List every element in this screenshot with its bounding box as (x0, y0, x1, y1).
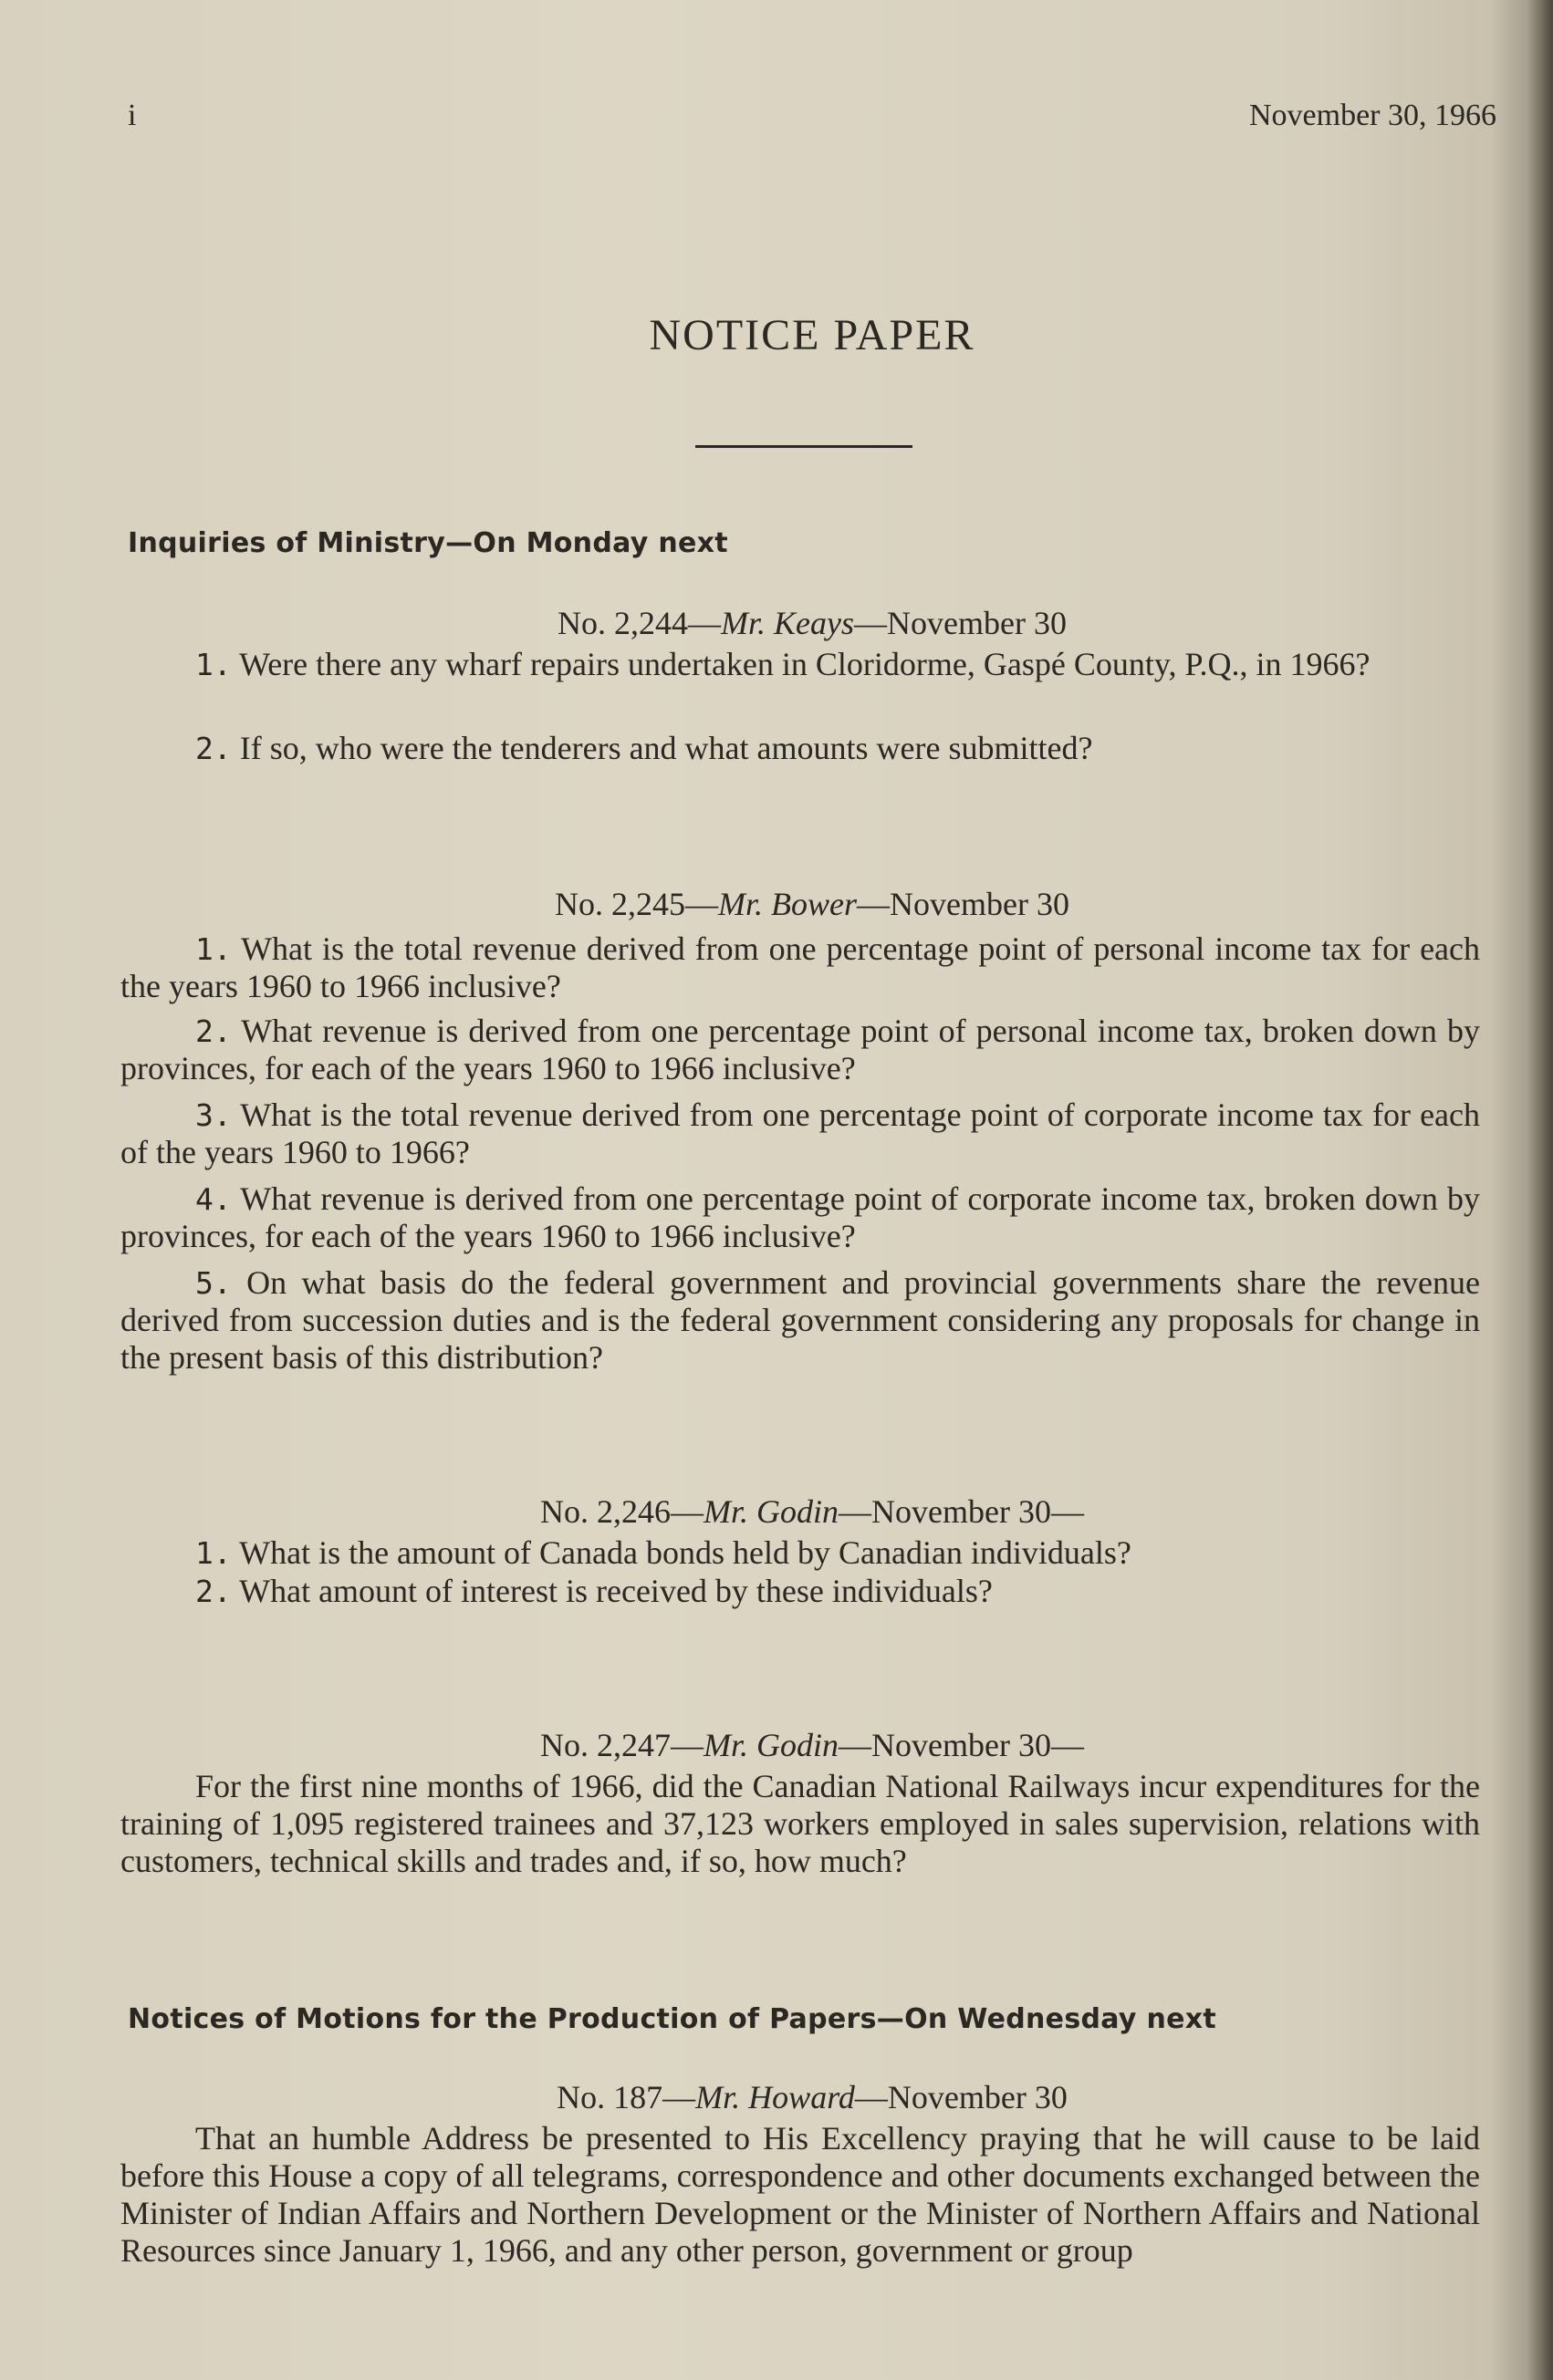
item-number: 2. (195, 731, 232, 766)
question-heading-2246 (0, 1492, 1553, 1531)
question-number: No. 2,246— (540, 1493, 704, 1530)
item-number: 1. (195, 1535, 232, 1571)
question-item (120, 1096, 1480, 1171)
question-member: Mr. Godin (704, 1727, 839, 1763)
question-date: —November 30— (839, 1727, 1084, 1763)
item-text: What amount of interest is received by these individuals? (239, 1573, 993, 1609)
motion-text-187: That an humble Address be presented to His Excellency praying that he will cause to be laid before this House a copy of all telegrams, correspondence and other documents exchanged between the Minister of Indian Affairs and Northern Development or the Minister of Northern Affairs and National Resources since January 1, 1966, and any other person, government or group (120, 2120, 1480, 2269)
page-number: i (128, 99, 137, 132)
question-member: Mr. Godin (704, 1493, 839, 1530)
item-number: 2. (195, 1574, 232, 1609)
motion-number: No. 187— (557, 2079, 696, 2115)
item-text: What revenue is derived from one percentage point of personal income tax, broken down by provinces, for each of the years 1960 to 1966 inclusive? (120, 1013, 1480, 1086)
question-text-2247: For the first nine months of 1966, did the Canadian National Railways incur expenditures for the training of 1,095 registered trainees and 37,123 workers employed in sales supervision, relations with customers, technical skills and trades and, if so, how much? (120, 1768, 1480, 1879)
page-title: NOTICE PAPER (649, 311, 975, 359)
question-heading-2244 (0, 604, 1553, 642)
question-member: Mr. Bower (718, 886, 858, 922)
item-number: 2. (195, 1013, 232, 1049)
section-heading-motions: Notices of Motions for the Production of Papers—On Wednesday next (128, 2003, 1217, 2035)
item-number: 1. (195, 647, 232, 682)
motion-date: —November 30 (854, 2079, 1068, 2115)
item-text: What revenue is derived from one percentage point of corporate income tax, broken down by provinces, for each of the years 1960 to 1966 inclusive? (120, 1180, 1480, 1254)
item-number: 3. (195, 1097, 232, 1133)
section-heading-inquiries: Inquiries of Ministry—On Monday next (128, 527, 728, 559)
item-number: 4. (195, 1181, 232, 1217)
item-text: On what basis do the federal government and provincial governments share the revenue derived from succession duties and is the federal government considering any proposals for change in the present basis of this distribution? (120, 1264, 1480, 1376)
question-item (120, 1013, 1480, 1087)
question-date: —November 30— (839, 1493, 1084, 1530)
question-heading-2245 (0, 885, 1553, 923)
item-text: Were there any wharf repairs undertaken in Cloridorme, Gaspé County, P.Q., in 1966? (239, 646, 1371, 682)
question-item (120, 1573, 1480, 1610)
item-text: What is the total revenue derived from one percentage point of corporate income tax for each of the years 1960 to 1966? (120, 1096, 1481, 1170)
question-member: Mr. Keays (721, 605, 855, 641)
question-item (120, 646, 1480, 683)
motion-heading-187 (0, 2078, 1553, 2116)
page-header (128, 99, 1496, 144)
motion-member: Mr. Howard (695, 2079, 855, 2115)
question-item (120, 930, 1480, 1005)
question-number: No. 2,247— (540, 1727, 704, 1763)
question-date: —November 30 (854, 605, 1067, 641)
question-item (120, 1534, 1480, 1572)
item-text: If so, who were the tenderers and what amounts were submitted? (239, 730, 1093, 766)
item-text: What is the total revenue derived from one percentage point of personal income tax for each the years 1960 to 1966 inclusive? (120, 930, 1480, 1004)
question-item (120, 1180, 1480, 1255)
question-item (120, 1264, 1480, 1377)
item-text: What is the amount of Canada bonds held by Canadian individuals? (239, 1534, 1131, 1571)
question-date: —November 30 (857, 886, 1069, 922)
question-item (120, 730, 1480, 767)
item-number: 1. (195, 931, 232, 967)
question-number: No. 2,245— (555, 886, 719, 922)
question-heading-2247 (0, 1726, 1553, 1764)
item-number: 5. (195, 1265, 232, 1301)
page-date: November 30, 1966 (1248, 99, 1496, 132)
title-divider (695, 445, 912, 448)
question-number: No. 2,244— (558, 605, 722, 641)
